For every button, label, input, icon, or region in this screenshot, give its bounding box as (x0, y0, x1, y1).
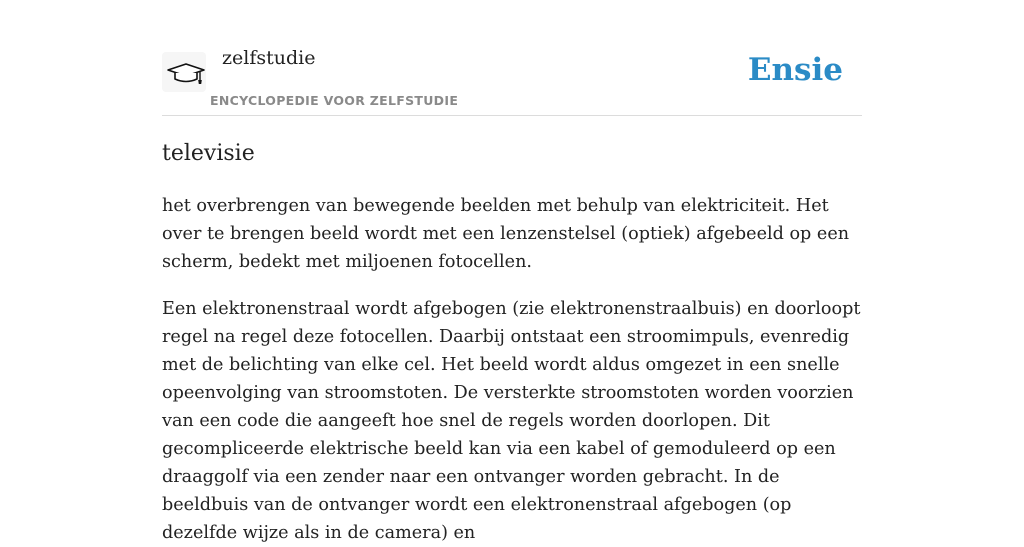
site-header (162, 0, 862, 116)
site-name[interactable]: zelfstudie (222, 47, 316, 69)
article-title: televisie (162, 141, 255, 166)
article-paragraph: het overbrengen van bewegende beelden met behulp van elektriciteit. Het over te brengen beeld wordt met een lenzenstelsel (optiek) afgebeeld op een scherm, bedekt met miljoenen fotocellen. (162, 196, 850, 272)
site-tagline: ENCYCLOPEDIE VOOR ZELFSTUDIE (210, 93, 459, 108)
article-paragraph: Een elektronenstraal wordt afgebogen (zie elektronenstraalbuis) en doorloopt regel na regel deze fotocellen. Daarbij ontstaat een stroomimpuls, evenredig met de belichting van elke cel. Het beeld wordt aldus omgezet in een snelle opeenvolging van stroomstoten. De versterkte stroomstoten worden voorzien van een code die aangeeft hoe snel de regels worden doorlopen. Dit gecompliceerde elektrische beeld kan via een kabel of gemoduleerd op een draaggolf via een zender naar een ontvanger worden gebracht. In de beeldbuis van de ontvanger wordt een elektronenstraal afgebogen (op dezelfde wijze als in de camera) en (162, 299, 861, 543)
article (162, 136, 864, 547)
ensie-logo[interactable]: Ensie (747, 52, 843, 88)
graduation-cap-icon[interactable] (162, 52, 206, 92)
